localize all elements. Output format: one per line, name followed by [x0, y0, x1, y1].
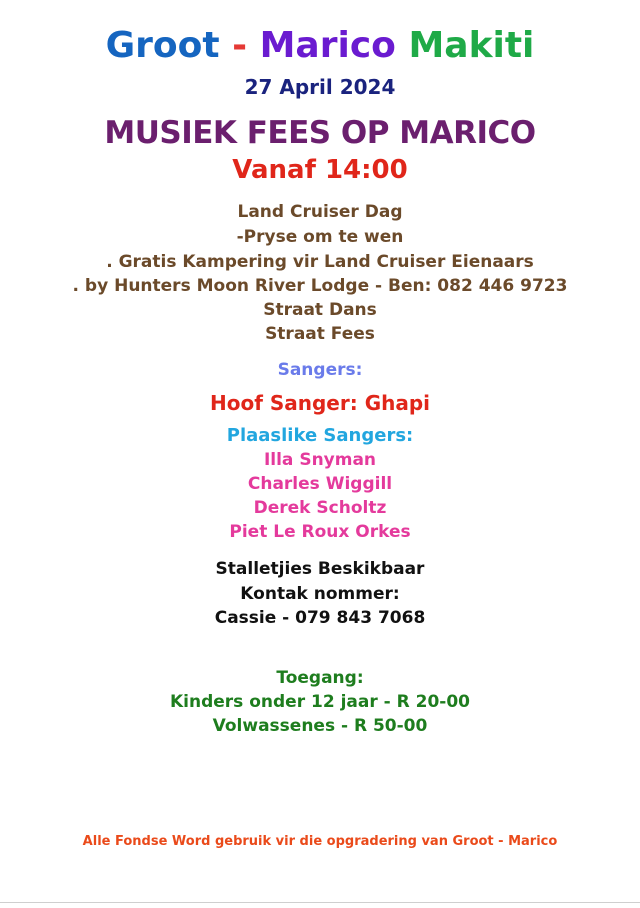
start-time: Vanaf 14:00	[232, 155, 408, 185]
local-singers-heading: Plaaslike Sangers:	[226, 425, 414, 446]
stalls-available: Stalletjies Beskikbaar	[215, 559, 425, 579]
local-singer: Derek Scholtz	[253, 498, 387, 518]
info-line: . Gratis Kampering vir Land Cruiser Eienaars	[106, 252, 534, 272]
info-line: Straat Dans	[263, 300, 377, 320]
title-marico: Marico	[259, 25, 396, 66]
contact-label: Kontak nommer:	[240, 584, 400, 604]
footer-note: Alle Fondse Word gebruik vir die opgradering van Groot - Marico	[82, 834, 558, 849]
info-line: -Pryse om te wen	[236, 227, 404, 247]
page-edge-divider	[0, 902, 640, 903]
info-line: . by Hunters Moon River Lodge - Ben: 082 446 9723	[72, 276, 568, 296]
festival-heading: MUSIEK FEES OP MARICO	[104, 115, 536, 151]
info-line: Land Cruiser Dag	[237, 202, 403, 222]
headliner: Hoof Sanger: Ghapi	[209, 391, 431, 415]
info-line: Straat Fees	[265, 324, 375, 344]
local-singer: Piet Le Roux Orkes	[229, 522, 411, 542]
entry-children-price: Kinders onder 12 jaar - R 20-00	[169, 692, 470, 712]
entry-adult-price: Volwassenes - R 50-00	[212, 716, 428, 736]
local-singer: Illa Snyman	[263, 450, 377, 470]
poster-title	[0, 24, 640, 68]
title-groot: Groot	[105, 25, 220, 66]
contact-number: Cassie - 079 843 7068	[214, 608, 426, 628]
singers-heading: Sangers:	[277, 360, 363, 380]
entry-heading: Toegang:	[276, 668, 364, 688]
event-date: 27 April 2024	[244, 75, 396, 99]
title-dash: -	[232, 25, 248, 66]
title-makiti: Makiti	[408, 25, 535, 66]
local-singer: Charles Wiggill	[247, 474, 393, 494]
